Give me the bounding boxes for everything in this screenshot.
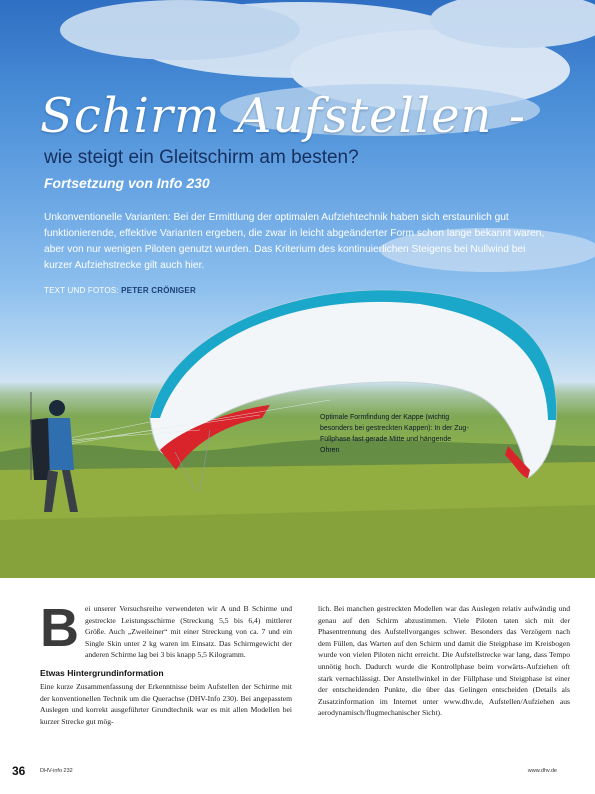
- drop-cap: B: [40, 598, 79, 658]
- page-subtitle: wie steigt ein Gleitschirm am besten?: [44, 147, 359, 168]
- section-heading: Etwas Hintergrundinformation: [40, 667, 164, 678]
- website-link[interactable]: www.dhv.de: [527, 768, 557, 774]
- photo-caption: Optimale Formfindung der Kappe (wichtig besonders bei gestreckten Kappen): In der Zug-Füllphase fast gerade Mitte und hängende Ohren: [320, 414, 469, 454]
- publication-name: DHV-info 232: [40, 768, 73, 774]
- credit-label: TEXT UND FOTOS:: [44, 286, 122, 295]
- page-number: 36: [12, 764, 26, 778]
- column-left: [40, 598, 292, 727]
- paragraph-3: lich. Bei manchen gestreckten Modellen war das Auslegen relativ aufwändig und genau auf den Schirm abzustimmen. Viele Piloten taten sich mit der Phasentrennung des Aufstellvorganges schwer. Besonders das Verzögern nach dem Füllen, das Warten auf den Schirm und damit die Steigphase im Kreisbogen wurde von vielen Piloten nicht erreicht. Die Aufstellstrecke war lang, dass Tempo unnötig hoch. Dadurch wurde die Kontrollphase beim vorwärts-Aufziehen oft stark vernachlässigt. Der Anstellwinkel in der Füllphase und Steigphase ist einer der entscheidenden Punkte, die über das Gelingen entscheiden (Details als Zusatzinformation im Internet unter www.dhv.de, Aufstellen/Aufziehen aus aerodynamisch/flugmechanischer Sicht).: [318, 604, 570, 718]
- paragraph-1: [40, 598, 292, 661]
- article-body: [40, 598, 570, 753]
- page-title: Schirm Aufstellen -: [40, 88, 526, 144]
- intro-paragraph: Unkonventionelle Varianten: Bei der Ermittlung der optimalen Aufziehtechnik haben sich erstaunlich gut funktionierende, effektive Varianten ergeben, die zwar in leicht abgeänderter Form schon lange bekannt waren, aber von nur wenigen Piloten genutzt wurden. Das Kriterium des kontinuierlichen Steigens bei Nullwind bei kurzer Aufziehstrecke gilt auch hier.: [44, 212, 545, 271]
- continuation-note: Fortsetzung von Info 230: [44, 175, 210, 191]
- credit-author: PETER CRÖNIGER: [121, 286, 196, 295]
- photo-credit: [44, 286, 196, 295]
- paragraph-2: Eine kurze Zusammenfassung der Erkenntnisse beim Aufstellen der Schirme mit der konventionellen Technik um die Querachse (DHV-Info 230). Bei angepasstem Auslegen und korrekt ausgeführter Grundtechnik war es mit allen Modellen bei kurzer Strecke gut mög-: [40, 681, 292, 726]
- page-footer: [0, 764, 595, 784]
- paragraph-1-text: ei unserer Versuchsreihe verwendeten wir A und B Schirme und gestreckte Leistungsschirme (Streckung 5,5 bis 6,4) mittlerer Größe. Auch „Zweileiner“ mit einer Streckung von ca. 7 und ein Single Skin unter 2 kg waren im Einsatz. Das Schirmgewicht der anderen Schirme lag bei 3 bis knapp 5,5 Kilogramm.: [85, 604, 292, 660]
- column-right: [318, 603, 570, 719]
